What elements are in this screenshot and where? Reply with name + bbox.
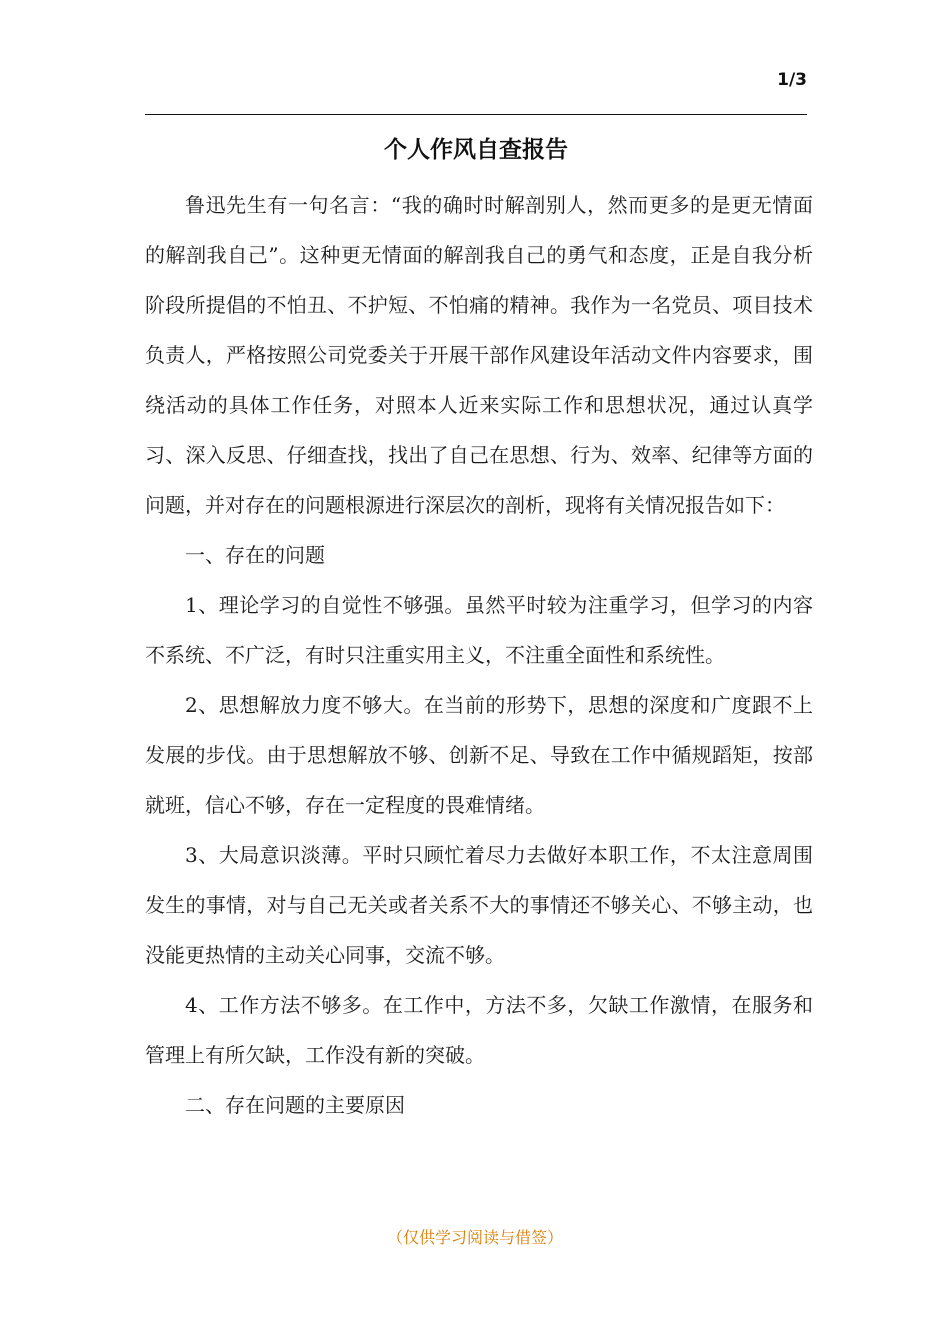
document-body <box>145 180 813 1130</box>
page-number: 1/3 <box>777 70 807 90</box>
paragraph-item-3: 3、大局意识淡薄。平时只顾忙着尽力去做好本职工作，不太注意周围发生的事情，对与自己无关或者关系不大的事情还不够关心、不够主动，也没能更热情的主动关心同事，交流不够。 <box>145 843 813 967</box>
header-divider <box>145 114 807 115</box>
paragraph-item-4: 4、工作方法不够多。在工作中，方法不多，欠缺工作激情，在服务和管理上有所欠缺，工作没有新的突破。 <box>145 993 813 1067</box>
section-heading-problems: 一、存在的问题 <box>185 543 325 567</box>
section-heading-causes: 二、存在问题的主要原因 <box>185 1093 405 1117</box>
footer-note: （仅供学习阅读与借签） <box>386 1228 563 1247</box>
paragraph-item-1: 1、理论学习的自觉性不够强。虽然平时较为注重学习，但学习的内容不系统、不广泛，有时只注重实用主义，不注重全面性和系统性。 <box>145 593 813 667</box>
paragraph-intro: 鲁迅先生有一句名言：“我的确时时解剖别人，然而更多的是更无情面的解剖我自己”。这种更无情面的解剖我自己的勇气和态度，正是自我分析阶段所提倡的不怕丑、不护短、不怕痛的精神。我作为一名党员、项目技术负责人，严格按照公司党委关于开展干部作风建设年活动文件内容要求，围绕活动的具体工作任务，对照本人近来实际工作和思想状况，通过认真学习、深入反思、仔细查找，找出了自己在思想、行为、效率、纪律等方面的问题，并对存在的问题根源进行深层次的剖析，现将有关情况报告如下： <box>145 193 813 517</box>
paragraph-item-2: 2、思想解放力度不够大。在当前的形势下，思想的深度和广度跟不上发展的步伐。由于思想解放不够、创新不足、导致在工作中循规蹈矩，按部就班，信心不够，存在一定程度的畏难情绪。 <box>145 693 813 817</box>
document-title: 个人作风自查报告 <box>384 137 568 163</box>
